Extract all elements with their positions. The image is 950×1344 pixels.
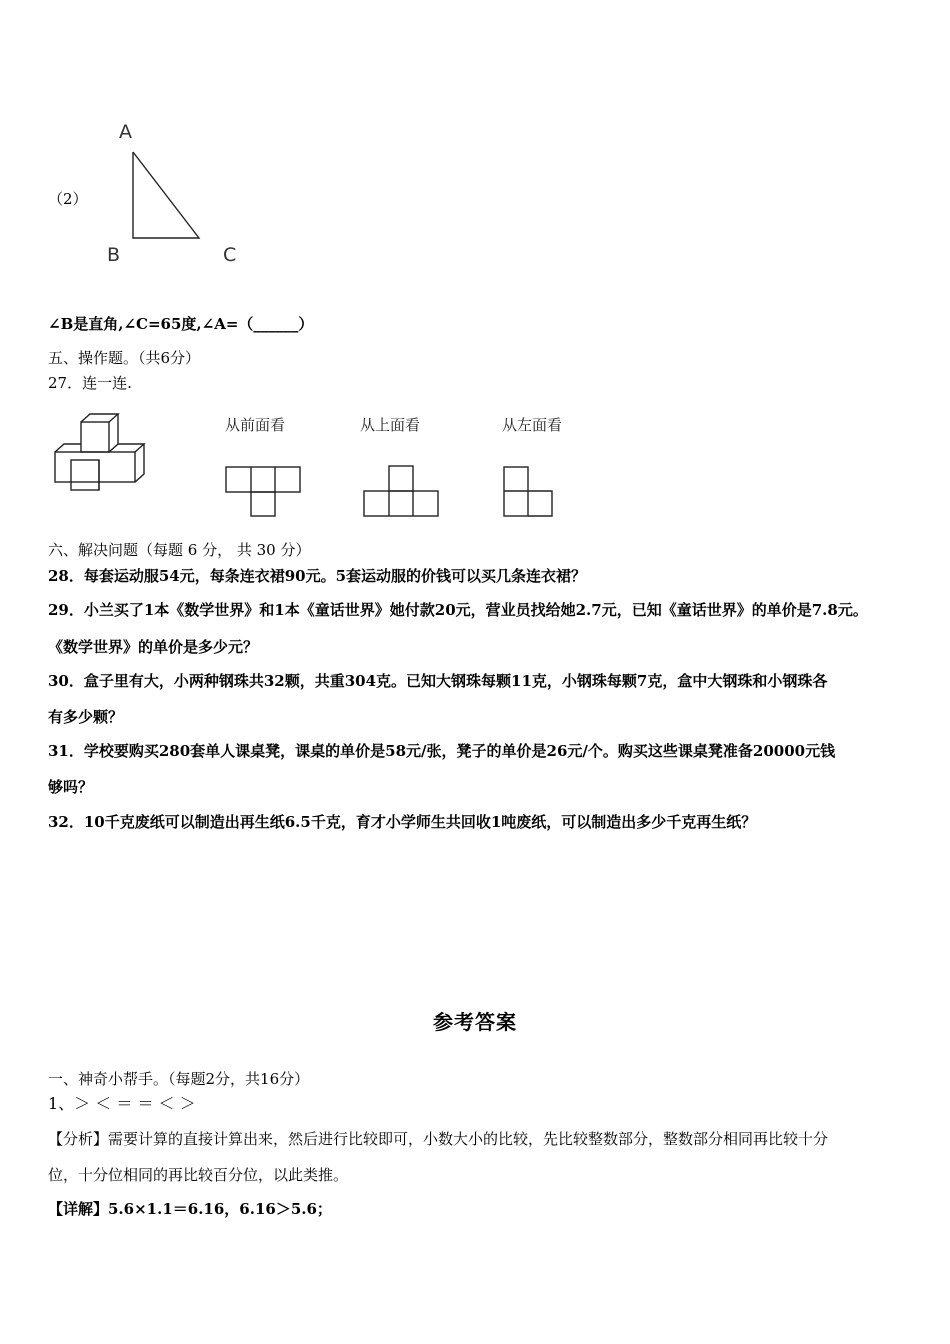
analysis-line-2: 位，十分位相同的再比较百分位，以此类推。 <box>48 1166 349 1184</box>
left-view-figure <box>0 0 950 600</box>
question-29-line-1: 29．小兰买了1本《数学世界》和1本《童话世界》她付款20元，营业员找给她2.7元，已知《童话世界》的单价是7.8元。 <box>48 601 868 619</box>
analysis-line-1: 【分析】需要计算的直接计算出来，然后进行比较即可，小数大小的比较，先比较整数部分，整数部分相同再比较十分 <box>48 1130 829 1148</box>
question-30-line-2: 有多少颗？ <box>48 708 124 726</box>
answer-1: 1、＞ ＜ ＝ ＝ ＜ ＞ <box>48 1094 196 1113</box>
vertex-c-label: C <box>223 244 237 266</box>
question-30-line-1: 30．盒子里有大，小两种钢珠共32颗，共重304克。已知大钢珠每颗11克，小钢珠每颗7克，盒中大钢珠和小钢珠各 <box>48 672 828 690</box>
vertex-b-label: B <box>107 244 121 266</box>
question-32: 32．10千克废纸可以制造出再生纸6.5千克，育才小学师生共回收1吨废纸，可以制造出多少千克再生纸？ <box>48 813 757 831</box>
view-label-top: 从上面看 <box>360 416 421 434</box>
question-part-label: （2） <box>48 190 88 208</box>
answers-section-1-heading: 一、神奇小帮手。（每题2分，共16分） <box>48 1070 310 1088</box>
question-28: 28．每套运动服54元，每条连衣裙90元。5套运动服的价钱可以买几条连衣裙？ <box>48 567 587 585</box>
angle-statement: ∠B是直角,∠C=65度,∠A=（______） <box>48 315 314 333</box>
view-label-left: 从左面看 <box>502 416 563 434</box>
section-5-heading: 五、操作题。（共6分） <box>48 349 201 367</box>
question-29-line-2: 《数学世界》的单价是多少元？ <box>48 638 259 656</box>
vertex-a-label: A <box>119 121 132 143</box>
question-27: 27．连一连. <box>48 374 132 392</box>
detail-line: 【详解】5.6×1.1＝6.16，6.16＞5.6； <box>48 1200 332 1218</box>
question-31-line-1: 31．学校要购买280套单人课桌凳，课桌的单价是58元/张，凳子的单价是26元/个。购买这些课桌凳准备20000元钱 <box>48 742 836 760</box>
section-6-heading: 六、解决问题（每题 6 分， 共 30 分） <box>48 541 311 559</box>
answers-title: 参考答案 <box>433 1010 517 1034</box>
question-31-line-2: 够吗？ <box>48 778 94 796</box>
view-label-front: 从前面看 <box>225 416 286 434</box>
